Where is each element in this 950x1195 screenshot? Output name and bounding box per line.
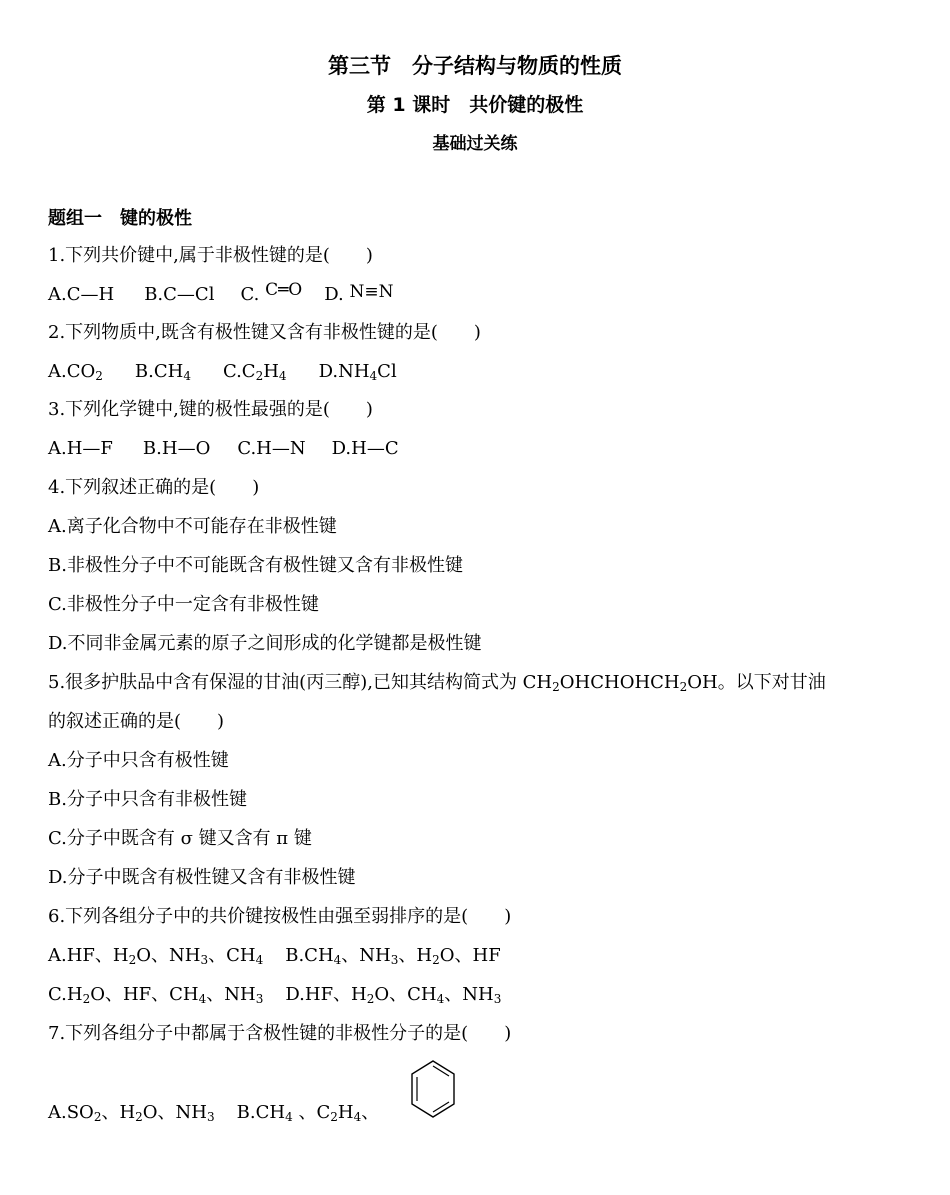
q1-option-b: B.C—Cl <box>144 284 215 305</box>
q6-option-d: D.HF、$H_2O$、$CH_4$、$NH_3$ <box>285 984 502 1006</box>
q2-options <box>48 360 397 384</box>
q2-option-a: $A.CO_2$ <box>48 361 103 383</box>
q4-option-b: B.非极性分子中不可能既含有极性键又含有非极性键 <box>48 555 463 576</box>
q7-option-a: $A.SO_2$、$H_2O$、$NH_3$ <box>48 1102 215 1124</box>
q1-option-c-structure: C═O <box>265 280 303 300</box>
q4-stem: 4.下列叙述正确的是( ) <box>48 477 260 498</box>
exercise-subtitle: 基础过关练 <box>432 134 518 154</box>
q6-options-row2 <box>48 983 501 1007</box>
q6-stem: 6.下列各组分子中的共价键按极性由强至弱排序的是( ) <box>48 906 512 927</box>
group-title: 题组一 键的极性 <box>48 208 192 229</box>
q6-options-row1 <box>48 944 501 968</box>
q5-stem-line2: 的叙述正确的是( ) <box>48 711 225 732</box>
q1-stem: 1.下列共价键中,属于非极性键的是( ) <box>48 245 373 266</box>
q4-option-d: D.不同非金属元素的原子之间形成的化学键都是极性键 <box>48 633 482 654</box>
q4-option-a: A.离子化合物中不可能存在非极性键 <box>48 516 337 537</box>
q6-option-a: A.HF、$H_2O$、$NH_3$、$CH_4$ <box>48 945 264 967</box>
section-title: 第三节 分子结构与物质的性质 <box>328 54 622 78</box>
q3-option-b: B.H—O <box>142 438 211 459</box>
q7-stem: 7.下列各组分子中都属于含极性键的非极性分子的是( ) <box>48 1023 512 1044</box>
q1-option-a: A.C—H <box>48 284 115 305</box>
q1-options <box>48 280 394 307</box>
q1-option-d-structure: N≡N <box>349 282 394 302</box>
q1-option-d-label: D. <box>324 284 344 305</box>
q2-stem: 2.下列物质中,既含有极性键又含有非极性键的是( ) <box>48 322 481 343</box>
benzene-structure <box>408 1058 458 1122</box>
q7-option-b: $B.CH_4$ 、$C_2H_4$、 <box>236 1102 380 1124</box>
q1-option-c-label: C. <box>240 284 260 305</box>
q5-stem: 5.很多护肤品中含有保湿的甘油(丙三醇),已知其结构简式为 $CH_2OHCHOHCH_2OH$。以下对甘油 <box>48 672 826 694</box>
q5-option-c: C.分子中既含有 σ 键又含有 π 键 <box>48 828 312 849</box>
q6-option-b: $B.CH_4$、$NH_3$、$H_2O$、HF <box>285 945 501 967</box>
q5-option-b: B.分子中只含有非极性键 <box>48 789 247 810</box>
q3-options <box>48 437 399 461</box>
q2-option-c: $C.C_2H_4$ <box>222 361 287 383</box>
q2-option-d: $D.NH_4Cl$ <box>318 361 397 383</box>
q6-option-c: $C.H_2O$、HF、$CH_4$、$NH_3$ <box>48 984 264 1006</box>
q3-stem: 3.下列化学键中,键的极性最强的是( ) <box>48 399 373 420</box>
q3-option-d: D.H—C <box>331 438 399 459</box>
q2-option-b: $B.CH_4$ <box>134 361 191 383</box>
q5-option-d: D.分子中既含有极性键又含有非极性键 <box>48 867 356 888</box>
lesson-title: 第 1 课时 共价键的极性 <box>366 94 584 116</box>
q7-options-row1 <box>48 1101 379 1125</box>
q3-option-a: A.H—F <box>48 438 113 459</box>
q3-option-c: C.H—N <box>237 438 306 459</box>
q4-option-c: C.非极性分子中一定含有非极性键 <box>48 594 319 615</box>
q5-option-a: A.分子中只含有极性键 <box>48 750 229 771</box>
